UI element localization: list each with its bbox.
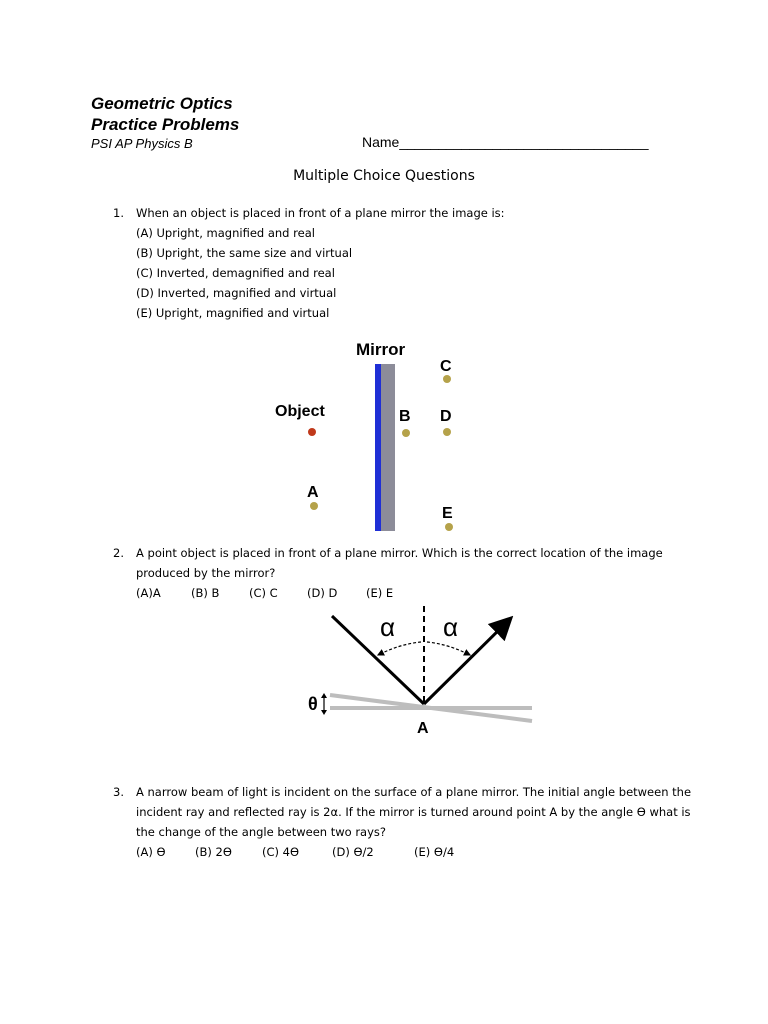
- option-d: (D) Inverted, magnified and virtual: [136, 286, 337, 300]
- option-a: (A)A: [136, 586, 161, 600]
- question-number: 1.: [113, 206, 124, 220]
- option-c: (C) 4ϴ: [262, 845, 300, 859]
- course-name: PSI AP Physics B: [91, 136, 193, 151]
- angle-arc-left: [378, 642, 421, 655]
- section-heading: Multiple Choice Questions: [293, 168, 475, 184]
- question-3: [113, 782, 693, 862]
- point-b-dot: [402, 429, 410, 437]
- question-number: 2.: [113, 546, 124, 560]
- option-b: (B) 2ϴ: [195, 845, 232, 859]
- option-d: (D) ϴ/2: [332, 845, 374, 859]
- question-text-line1: A point object is placed in front of a plane mirror. Which is the correct location of the image: [136, 546, 663, 560]
- incident-ray: [332, 616, 424, 704]
- point-label-e: E: [442, 505, 453, 522]
- question-text-line3: the change of the angle between two rays?: [136, 825, 387, 839]
- mirror-diagram: [262, 336, 482, 536]
- alpha-label-left: α: [380, 612, 396, 642]
- option-e: (E) Upright, magnified and virtual: [136, 306, 330, 320]
- point-a-label: A: [417, 720, 429, 737]
- document-header: [91, 93, 239, 152]
- angle-arc-right: [427, 642, 470, 655]
- name-field-line: Name________________________________: [362, 134, 649, 150]
- alpha-label-right: α: [443, 612, 459, 642]
- point-label-d: D: [440, 408, 452, 425]
- theta-arrow-head-bottom: [321, 710, 327, 715]
- point-a-dot: [310, 502, 318, 510]
- question-text-line2: produced by the mirror?: [136, 566, 276, 580]
- theta-label: θ: [308, 694, 318, 714]
- question-text-line2: incident ray and reflected ray is 2α. If the mirror is turned around point A by the angle ϴ what is: [136, 805, 691, 819]
- reflection-diagram: [300, 600, 540, 745]
- point-label-a: A: [307, 484, 319, 501]
- option-c: (C) Inverted, demagnified and real: [136, 266, 335, 280]
- option-e: (E) ϴ/4: [414, 845, 455, 859]
- mirror-label: Mirror: [356, 340, 406, 359]
- option-b: (B) B: [191, 586, 220, 600]
- point-e-dot: [445, 523, 453, 531]
- object-label: Object: [275, 403, 325, 420]
- document-title-line2: Practice Problems: [91, 115, 240, 134]
- option-a: (A) ϴ: [136, 845, 166, 859]
- option-c: (C) C: [249, 586, 278, 600]
- theta-arrow-head-top: [321, 693, 327, 698]
- question-2: [113, 543, 693, 603]
- point-label-b: B: [399, 408, 411, 425]
- mirror-back: [381, 364, 395, 531]
- question-number: 3.: [113, 785, 124, 799]
- option-e: (E) E: [366, 586, 394, 600]
- mirror-front: [375, 364, 381, 531]
- question-1: [113, 203, 693, 323]
- point-d-dot: [443, 428, 451, 436]
- object-dot: [308, 428, 316, 436]
- option-b: (B) Upright, the same size and virtual: [136, 246, 353, 260]
- question-text: When an object is placed in front of a plane mirror the image is:: [136, 206, 505, 220]
- point-label-c: C: [440, 358, 452, 375]
- answer-options: [136, 842, 693, 862]
- question-text-line1: A narrow beam of light is incident on the surface of a plane mirror. The initial angle between the: [136, 785, 692, 799]
- option-a: (A) Upright, magnified and real: [136, 226, 315, 240]
- option-d: (D) D: [307, 586, 338, 600]
- point-c-dot: [443, 375, 451, 383]
- reflected-ray: [424, 620, 509, 704]
- document-title-line1: Geometric Optics: [91, 94, 233, 113]
